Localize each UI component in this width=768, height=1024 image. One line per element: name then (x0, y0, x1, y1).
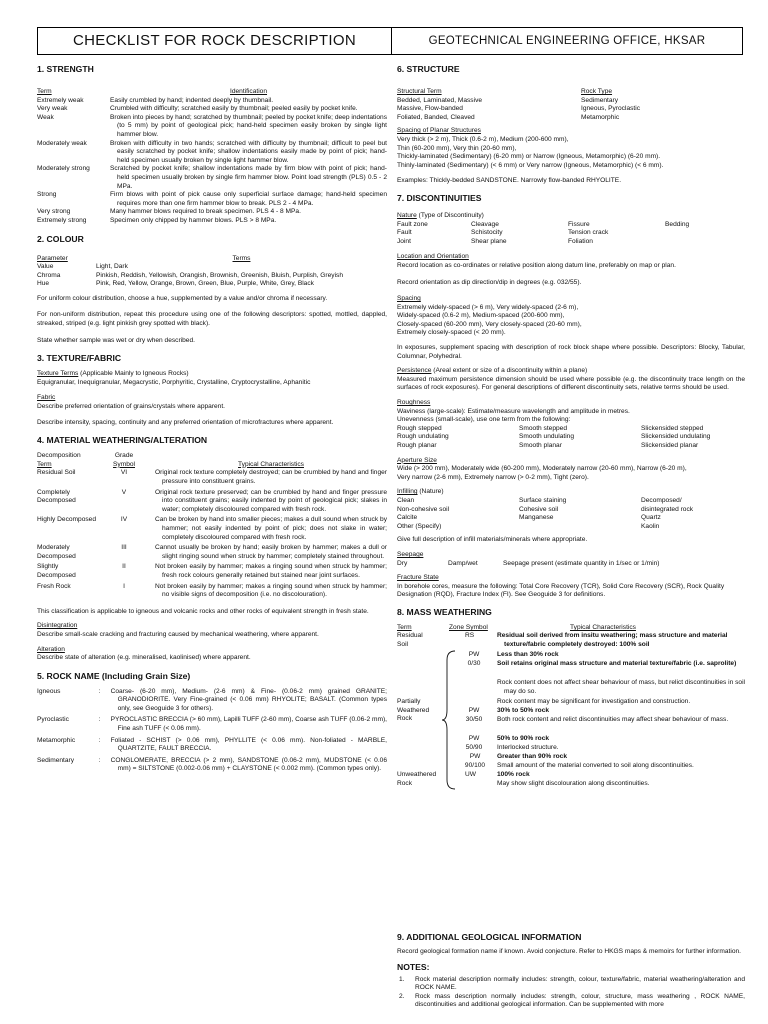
infilling-cell: Quartz (641, 514, 661, 522)
roughness-cell: Slickensided stepped (641, 424, 704, 432)
persistence-line (397, 367, 745, 376)
notes-item (397, 993, 745, 1010)
roughness-cell: Smooth planar (519, 442, 562, 449)
rockname-row (37, 737, 387, 757)
mass-uw-bold: 100% rock (497, 770, 530, 778)
weathering-row (37, 516, 387, 544)
rockname-term: Igneous (37, 687, 61, 695)
fracture-paragraph: In borehole cores, measure the following: Total Core Recovery (TCR), Solid Core Recovery (SCR), Rock Quality Designation (RQD), Fracture Index (FI). See Geoguide 3 for definitions. (397, 582, 725, 599)
persistence-note: (Areal extent or size of a discontinuity within a plane) (431, 367, 588, 375)
texture-paragraph: Describe intensity, spacing, continuity and any preferred orientation of microfractures where apparent. (37, 418, 334, 426)
infilling-cell: disintegrated rock (641, 505, 694, 513)
weathering-grade: IV (120, 516, 128, 524)
weathering-term: Highly Decomposed (37, 516, 97, 524)
spacing-paragraph: In exposures, supplement spacing with description of rock block shape where possible. Descriptors: Blocky, Tabular, Columnar, Polyhedral. (397, 344, 745, 360)
spacing-item: Extremely closely-spaced (< 20 mm). (397, 329, 506, 337)
disintegration-label: Disintegration (37, 622, 78, 630)
persistence-label: Persistence (397, 367, 432, 375)
infilling-row (397, 523, 745, 532)
right-bottom-block (397, 932, 745, 1010)
roughness-row (397, 425, 745, 434)
fabric-text: Describe preferred orientation of grains/crystals where apparent. (37, 403, 226, 411)
weathering-desc: Not broken easily by hammer; makes a ringing sound when struck by hammer; no visible signs of decomposition (i.e. no discolouration). (155, 582, 387, 599)
spacing-planar-list (397, 136, 745, 170)
fracture-label: Fracture State (397, 574, 439, 582)
seepage-present: Seepage present (estimate quantity in 1/sec or 1/min) (503, 559, 660, 567)
seepage-dry: Dry (397, 559, 408, 567)
roughness-cell: Smooth undulating (519, 433, 574, 441)
weathering-desc: Not broken easily by hammer; makes a ringing sound when struck by hammer; fresh rock colours generally retained but stained near joint surfaces. (155, 563, 387, 579)
mass-partial-term: Partially Weathered Rock (397, 697, 430, 723)
page-title: CHECKLIST FOR ROCK DESCRIPTION (38, 28, 392, 54)
strength-row (37, 97, 387, 106)
spacing-item: Extremely widely-spaced (> 6 m), Very widely-spaced (2-6 m), (397, 303, 579, 311)
rockname-term: Sedimentary (37, 756, 75, 764)
mass-pw3050-note: Both rock content and relict discontinuities may affect shear behaviour of mass. (497, 715, 729, 723)
roughness-line-1: Waviness (large-scale): Estimate/measure wavelength and amplitude in metres. (397, 407, 630, 415)
roughness-label: Roughness (397, 399, 431, 407)
rockname-desc: PYROCLASTIC BRECCIA (> 60 mm), Lapilli TUFF (2-60 mm), Coarse ash TUFF (0.06-2 mm), Fine ash TUFF (< 0.06 mm). (110, 716, 387, 733)
weathering-term: Completely Decomposed (37, 488, 76, 505)
seepage-damp: Damp/wet (448, 559, 478, 567)
roughness-grid (397, 425, 745, 451)
weathering-row (37, 544, 387, 563)
rockname-colon: : (98, 756, 101, 764)
mass-pw90100-bold: Greater than 90% rock (497, 752, 567, 760)
strength-ident-header: Identification (229, 88, 268, 95)
spacing-planar-item: Thickly-laminated (Sedimentary) (6-20 mm) or Narrow (Igneous, Metamorphic) (6-20 mm). (397, 153, 661, 161)
nature-cell: Tension crack (568, 229, 609, 237)
nature-cell: Fissure (568, 220, 590, 228)
structure-type: Metamorphic (581, 113, 620, 121)
strength-term: Very weak (37, 105, 68, 113)
nature-note: (Type of Discontinuity) (416, 211, 484, 219)
colour-paragraph-2: For non-uniform distribution, repeat this procedure using one of the following descriptors: spotted, mottled, dappled, streaked, striped (e.g. light pinkish grey spotted with black). (37, 311, 387, 328)
mass-pw030-bold-2: Soil retains original mass structure and material texture/fabric (i.e. saprolite) (497, 659, 737, 667)
rockname-row (37, 716, 387, 736)
mass-pw5090-symbol: PW 50/90 (465, 734, 483, 751)
structure-type: Igneous, Pyroclastic (581, 105, 641, 113)
mass-weathering-table (397, 624, 745, 824)
structure-table-header (397, 88, 745, 97)
texture-heading: 3. TEXTURE/FABRIC (37, 353, 122, 364)
colour-param: Value (37, 263, 54, 271)
weathering-table (37, 452, 387, 602)
texture-terms-note: (Applicable Mainly to Igneous Rocks) (78, 370, 189, 378)
strength-term: Extremely weak (37, 96, 84, 104)
aperture-list (397, 465, 745, 482)
weathering-grade-header-1: Grade (114, 452, 134, 460)
weathering-char-header: Typical Characteristics (238, 460, 304, 468)
notes-heading: NOTES: (397, 961, 430, 972)
weathering-grade: VI (120, 469, 128, 477)
structure-term-header: Structural Term (397, 88, 442, 95)
weathering-desc: Original rock texture completely destroyed; can be crumbled by hand and finger pressure into constituent grains. (155, 469, 388, 485)
strength-desc: Broken with difficulty in two hands; scratched with difficulty by thumbnail; difficult to peel but easily scratched by pocket knife; shallow indentations easily made by point of pick; hand-held specimen usually broken by single light hammer blow. (110, 139, 387, 164)
mass-pw030-bold-1: Less than 30% rock (497, 650, 559, 658)
mass-pw3050-symbol: PW 30/50 (465, 706, 483, 723)
infilling-cell: Calcite (397, 514, 418, 522)
strength-desc: Broken into pieces by hand; scratched by thumbnail; peeled by pocket knife; deep indentations (to 5 mm) by point of geological pick; hand-held specimen easily broken by single light hammer blow. (110, 113, 387, 138)
strength-term: Strong (37, 191, 57, 199)
weathering-grade: III (121, 544, 127, 552)
spacing-item: Closely-spaced (60-200 mm), Very closely-spaced (20-60 mm), (397, 320, 582, 328)
strength-desc: Specimen only chipped by hammer blows. PLS > 8 MPa. (110, 216, 277, 224)
strength-desc: Many hammer blows required to break specimen. PLS 4 - 8 MPa. (110, 208, 301, 216)
notes-number: 1. (399, 975, 405, 983)
infilling-row (397, 506, 745, 515)
infilling-cell: Surface staining (519, 496, 567, 504)
rockname-colon: : (98, 716, 101, 724)
structure-type: Sedimentary (581, 96, 619, 104)
colour-row (37, 272, 387, 281)
infilling-paragraph: Give full description of infill materials/minerals where appropriate. (397, 536, 588, 544)
strength-table (37, 97, 387, 226)
page-header (37, 27, 743, 55)
spacing-planar-label: Spacing of Planar Structures (397, 127, 481, 135)
structure-term: Bedded, Laminated, Massive (397, 96, 483, 104)
colour-param: Chroma (37, 271, 61, 279)
nature-grid (397, 221, 745, 247)
rockname-heading: 5. ROCK NAME (Including Grain Size) (37, 670, 191, 681)
structure-term: Massive, Flow-banded (397, 105, 463, 113)
roughness-cell: Rough undulating (397, 433, 449, 441)
location-label: Location and Orientation (397, 253, 469, 261)
colour-terms: Pinkish, Reddish, Yellowish, Orangish, Brownish, Greenish, Bluish, Purplish, Greyish (96, 271, 344, 279)
location-paragraph-1: Record location as co-ordinates or relative position along datum line, preferably on map or plan. (397, 261, 676, 269)
mass-brace (441, 650, 459, 790)
discontinuities-heading: 7. DISCONTINUITIES (397, 192, 482, 203)
nature-cell (665, 229, 745, 238)
mass-pw-mid-note: Rock content may be significant for investigation and construction. (497, 697, 691, 705)
mass-residual-term: Residual Soil (397, 631, 423, 648)
nature-cell: Shear plane (471, 237, 507, 245)
structure-row (397, 105, 745, 114)
structure-term: Foliated, Banded, Cleaved (397, 113, 475, 121)
strength-desc: Easily crumbled by hand; indented deeply by thumbnail. (110, 96, 274, 104)
strength-desc: Crumbled with difficulty; scratched easily by thumbnail; peeled easily by pocket knife. (110, 105, 358, 113)
weathering-row (37, 489, 387, 517)
weathering-row (37, 583, 387, 602)
structure-heading: 6. STRUCTURE (397, 64, 460, 74)
colour-terms: Pink, Red, Yellow, Orange, Brown, Green, Blue, Purple, White, Grey, Black (96, 280, 314, 288)
additional-heading: 9. ADDITIONAL GEOLOGICAL INFORMATION (397, 932, 582, 942)
aperture-label: Aperture Size (397, 456, 437, 464)
strength-desc: Firm blows with point of pick cause only superficial surface damage; hand-held specimen requires more than one firm hammer blow to break. PLS 2 - 4 MPa. (110, 191, 387, 207)
infilling-line (397, 488, 745, 497)
mass-rs-desc: Residual soil derived from insitu weathering; mass structure and material texture/fabric completely destroyed: 100% soil (497, 631, 728, 648)
weathering-desc: Cannot usually be broken by hand; easily broken by hammer; makes a dull or slight ringing sound when struck by hammer; completely stained throughout. (155, 544, 387, 560)
notes-text: Rock mass description normally includes: strength, colour, structure, mass weathering , ROCK NAME, discontinuities and additional geological information. Can be supplemented with more (415, 992, 745, 1009)
nature-cell: Schistocity (471, 229, 503, 237)
strength-row (37, 165, 387, 191)
weathering-grade: V (121, 488, 127, 496)
aperture-item: Very narrow (2-6 mm), Extremely narrow (> 0-2 mm), Tight (zero). (397, 473, 589, 481)
weathering-desc: Can be broken by hand into smaller pieces; makes a dull sound when struck by hammer; not easily indented by point of pick; does not slake in water; completely discoloured compared with fresh rock. (155, 516, 387, 541)
colour-terms: Light, Dark (96, 263, 128, 271)
mass-pw90100-symbol: PW 90/100 (464, 752, 486, 769)
nature-row (397, 229, 745, 238)
rockname-row (37, 757, 387, 777)
mass-pw3050-bold: 30% to 50% rock (497, 706, 550, 714)
right-column (397, 64, 745, 824)
infilling-cell: Clean (397, 496, 415, 504)
strength-term: Extremely strong (37, 216, 87, 224)
nature-cell: Fault (397, 229, 412, 237)
infilling-note: (Nature) (417, 488, 444, 496)
seepage-label: Seepage (397, 550, 424, 558)
strength-heading: 1. STRENGTH (37, 64, 94, 74)
aperture-item: Wide (> 200 mm), Moderately wide (60-200 mm), Moderately narrow (20-60 mm), Narrow (6-20 m), (397, 465, 687, 473)
rockname-table (37, 688, 387, 777)
weathering-heading: 4. MATERIAL WEATHERING/ALTERATION (37, 435, 208, 446)
colour-heading: 2. COLOUR (37, 233, 84, 244)
roughness-row (397, 433, 745, 442)
infilling-label: Infilling (397, 488, 418, 496)
strength-row (37, 105, 387, 114)
mass-uw-symbol: UW (465, 770, 476, 778)
weathering-term-header-1: Decomposition (37, 452, 81, 460)
nature-row (397, 238, 745, 247)
roughness-cell: Slickensided planar (641, 442, 699, 449)
weathering-term-header-2: Term (37, 460, 52, 468)
weathering-term: Residual Soil (37, 469, 76, 477)
rockname-term: Metamorphic (37, 736, 76, 744)
notes-list (397, 976, 745, 1010)
location-paragraph-2: Record orientation as dip direction/dip in degrees (e.g. 032/55). (397, 278, 582, 286)
mass-weathering-heading: 8. MASS WEATHERING (397, 606, 492, 617)
nature-row (397, 221, 745, 230)
rockname-desc: Coarse- (6-20 mm), Medium- (2-6 mm) & Fine- (0.06-2 mm) grained GRANITE; GRANODIORITE. Very Fine-grained (< 0.06 mm) RHYOLITE; BASALT. (Common types only, see Geoguide 3 for others). (110, 687, 387, 712)
colour-param-header: Parameter (37, 254, 68, 262)
roughness-cell: Slickensided undulating (641, 433, 711, 441)
weathering-grade: I (123, 582, 125, 590)
strength-row (37, 208, 387, 217)
mass-rs-symbol: RS (465, 631, 475, 639)
infilling-cell: Decomposed/ (641, 496, 682, 504)
strength-term-header: Term (37, 88, 52, 95)
nature-cell: Bedding (665, 220, 690, 228)
mass-pw90100-note: Small amount of the material converted to soil along discontinuities. (497, 761, 694, 769)
nature-line (397, 212, 745, 221)
spacing-label: Spacing (397, 295, 421, 303)
persistence-paragraph: Measured maximum persistence dimension should be used where possible (e.g. the discontinuity trace length on the surfaces of rock exposures). For general descriptions of different discontinuity sets, relative terms should be used. (397, 375, 745, 392)
spacing-item: Widely-spaced (0.6-2 m), Medium-spaced (200-600 mm), (397, 312, 565, 320)
infilling-cell: Non-cohesive soil (397, 505, 450, 513)
infilling-cell: Cohesive soil (519, 505, 559, 513)
infilling-cell (519, 523, 641, 532)
nature-label: Nature (397, 211, 417, 219)
strength-term: Moderately strong (37, 165, 90, 173)
infilling-row (397, 514, 745, 523)
rockname-row (37, 688, 387, 717)
roughness-cell: Smooth stepped (519, 424, 568, 432)
rockname-colon: : (98, 687, 101, 695)
weathering-row (37, 469, 387, 488)
mass-char-header: Typical Characteristics (570, 623, 636, 631)
spacing-planar-item: Thin (60-200 mm), Very thin (20-60 mm), (397, 144, 517, 152)
rockname-colon: : (98, 736, 101, 744)
weathering-row (37, 563, 387, 582)
weathering-term: Moderately Decomposed (37, 544, 76, 560)
infilling-cell: Other (Specify) (397, 522, 442, 530)
structure-examples: Examples: Thickly-bedded SANDSTONE. Narrowly flow-banded RHYOLITE. (397, 177, 622, 185)
structure-type-header: Rock Type (581, 88, 613, 95)
notes-text: Rock material description normally includes: strength, colour, texture/fabric, material weathering/alteration and ROCK NAME. (415, 975, 745, 992)
mass-term-header: Term (397, 623, 412, 631)
nature-cell: Cleavage (471, 220, 499, 228)
mass-pw030-symbol: PW 0/30 (467, 650, 481, 667)
notes-number: 2. (399, 992, 405, 1000)
strength-term: Very strong (37, 208, 71, 216)
additional-paragraph: Record geological formation name if known. Avoid conjecture. Refer to HKGS maps & memoirs for further information. (397, 948, 742, 955)
strength-desc: Scratched by pocket knife; shallow indentations made by firm blow with point of pick; hand-held specimen usually broken by single firm hammer blow. Point load strength (PLS) 0.5 - 2 MPa. (110, 165, 387, 190)
colour-table (37, 263, 387, 289)
infilling-cell: Kaolin (641, 522, 660, 530)
texture-terms-label: Texture Terms (37, 370, 79, 378)
mass-uw-term: Unweathered Rock (397, 770, 437, 787)
strength-row (37, 217, 387, 226)
alteration-text: Describe state of alteration (e.g. mineralised, kaolinised) where apparent. (37, 654, 251, 662)
mass-pw5090-note: Interlocked structure. (497, 743, 559, 751)
colour-paragraph-1: For uniform colour distribution, choose a hue, supplemented by a value and/or chroma if necessary. (37, 294, 328, 302)
structure-row (397, 114, 745, 123)
nature-cell (665, 238, 745, 247)
notes-item (397, 976, 745, 993)
strength-row (37, 140, 387, 166)
organization-name: GEOTECHNICAL ENGINEERING OFFICE, HKSAR (428, 34, 706, 47)
disintegration-text: Describe small-scale cracking and fracturing caused by mechanical weathering, where apparent. (37, 630, 319, 638)
rockname-desc: Foliated - SCHIST (> 0.06 mm), PHYLLITE (< 0.06 mm). Non-foliated - MARBLE, QUARTZITE, FAULT BRECCIA. (110, 736, 387, 753)
mass-pw5090-bold: 50% to 90% rock (497, 734, 550, 742)
mass-pw030-note: Rock content does not affect shear behaviour of mass, but relict discontinuities in soil may do so. (497, 678, 746, 695)
texture-terms-line (37, 370, 387, 379)
structure-row (397, 97, 745, 106)
mass-zone-header: Zone Symbol (449, 623, 488, 631)
colour-param: Hue (37, 280, 50, 288)
roughness-cell: Rough stepped (397, 424, 442, 432)
spacing-list (397, 304, 745, 338)
strength-term: Moderately weak (37, 139, 87, 147)
left-column (37, 64, 387, 777)
nature-cell: Foliation (568, 237, 593, 245)
strength-table-header (37, 88, 387, 97)
nature-cell: Fault zone (397, 220, 428, 228)
weathering-table-header (37, 452, 387, 469)
weathering-term: Fresh Rock (37, 582, 71, 590)
colour-row (37, 263, 387, 272)
strength-term: Weak (37, 113, 54, 121)
colour-terms-header: Terms (232, 254, 251, 262)
strength-row (37, 114, 387, 140)
strength-row (37, 191, 387, 208)
weathering-desc: Original rock texture preserved; can be crumbled by hand and finger pressure into constituent grains; easily indented by point of geological pick; slakes in water; completely discoloured compared with fresh rock. (155, 488, 387, 513)
weathering-term: Slightly Decomposed (37, 563, 76, 579)
colour-table-header (37, 255, 387, 264)
nature-cell: Joint (397, 237, 411, 245)
mass-uw-note: May show slight discolouration along discontinuities. (497, 779, 650, 787)
weathering-grade: II (122, 563, 126, 571)
seepage-row (397, 560, 745, 569)
texture-terms-list: Equigranular, Inequigranular, Megacrystic, Porphyritic, Crystalline, Cryptocrystalline, Aphanitic (37, 378, 311, 386)
colour-paragraph-3: State whether sample was wet or dry when described. (37, 336, 195, 344)
colour-row (37, 280, 387, 289)
rockname-term: Pyroclastic (37, 716, 69, 724)
weathering-paragraph: This classification is applicable to igneous and volcanic rocks and other rocks of equivalent strength in fresh state. (37, 607, 369, 615)
roughness-line-2: Unevenness (small-scale), use one term from the following: (397, 416, 571, 424)
spacing-planar-item: Thinly-laminated (Sedimentary) (< 6 mm) or Very narrow (Igneous, Metamorphic) (< 6 mm). (397, 161, 664, 169)
weathering-grade-header-2: Symbol (113, 460, 135, 468)
alteration-label: Alteration (37, 645, 65, 653)
infilling-grid (397, 497, 745, 531)
fabric-label: Fabric (37, 394, 56, 402)
roughness-row (397, 442, 745, 451)
roughness-cell: Rough planar (397, 442, 437, 449)
rockname-desc: CONGLOMERATE, BRECCIA (> 2 mm), SANDSTONE (0.06-2 mm), MUDSTONE (< 0.06 mm) = SILTSTONE (0.002-0.06 mm) + CLAYSTONE (< 0.002 mm). (Common types only). (110, 756, 387, 773)
structure-table (397, 97, 745, 123)
spacing-planar-item: Very thick (> 2 m), Thick (0.6-2 m), Medium (200-600 mm), (397, 135, 569, 143)
infilling-cell: Manganese (519, 514, 554, 522)
infilling-row (397, 497, 745, 506)
